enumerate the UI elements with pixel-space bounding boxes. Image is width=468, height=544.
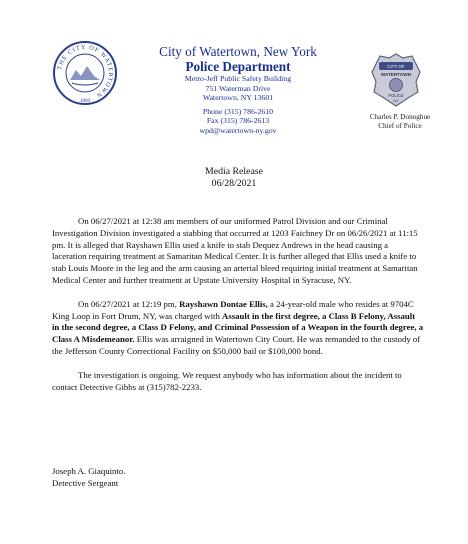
charges-list: Assault in the first degree, a Class B Felony, Assault in the second degree, a Class D Felony, and Criminal Possession of a Weapon in the fourth degree, a Class A Misdemeanor.: [52, 310, 424, 345]
release-heading: [0, 166, 468, 190]
seal-ring-text: THE CITY OF WATERTOWN: [56, 43, 115, 99]
city-seal-logo: [52, 40, 118, 106]
release-date: 06/28/2021: [211, 178, 257, 189]
city-name: City of Watertown, New York: [159, 44, 317, 59]
badge-police: POLICE: [388, 93, 404, 98]
seal-year: 1869: [80, 99, 90, 104]
chief-name: Charles P. Donoghue: [369, 113, 431, 121]
signer-title: Detective Sergeant: [52, 477, 119, 488]
email-address: wpd@watertown-ny.gov: [199, 125, 277, 135]
chief-block: [352, 113, 448, 130]
suspect-name: Rayshawn Dontae Ellis,: [179, 298, 268, 309]
release-body: [52, 216, 424, 405]
suspect-details: a 24-year-old male who resides at 9704C King Loop in Fort Drum, NY, was charged with: [52, 298, 414, 321]
paragraph-charges: [52, 299, 424, 358]
signature-block: [52, 466, 125, 490]
fax-number: Fax (315) 786-2613: [206, 116, 270, 126]
paragraph-request: The investigation is ongoing. We request anybody who has information about the incident to contact Detective Gibbs at (315)782-2233.: [52, 369, 402, 392]
signer-name: Joseph A. Giaquinto.: [52, 466, 126, 476]
badge-state: NY: [393, 99, 399, 103]
police-badge-logo: [370, 52, 422, 108]
building-name: Metro-Jeff Public Safety Building: [184, 74, 292, 83]
chief-title: Chief of Police: [378, 121, 422, 130]
badge-city-name: WATERTOWN: [380, 72, 412, 77]
department-name: Police Department: [185, 59, 291, 74]
release-label: Media Release: [205, 166, 263, 177]
charge-date-text: On 06/27/2021 at 12:19 pm,: [78, 298, 180, 309]
badge-city-of: CITY OF: [387, 64, 405, 69]
paragraph-incident: On 06/27/2021 at 12:38 am members of our uniformed Patrol Division and our Criminal Investigation Division investigated a stabbing that occurred at 1203 Faichney Dr on 06/26/2021 at 11:15 pm. It is alleged that Rayshawn Ellis used a knife to stab Dequez Andrews in the head causing a laceration requiring treatment at Samaritan Medical Center. It is further alleged that Ellis used a knife to stab Louis Moore in the leg and the arm causing an arterial bleed requiring initial treatment at Samaritan Medical Center and further treatment at Upstate University Hospital in Syracuse, NY.: [52, 216, 418, 285]
letterhead: [132, 44, 344, 136]
street-address: 751 Waterman Drive: [205, 83, 271, 93]
phone-number: Phone (315) 786-2610: [202, 106, 274, 116]
city-state-zip: Watertown, NY 13601: [202, 93, 274, 103]
arraignment-text: Ellis was arraigned in Watertown City Court. He was remanded to the custody of the Jefferson County Correctional Facility on $50,000 bail or $100,000 bond.: [52, 334, 421, 356]
